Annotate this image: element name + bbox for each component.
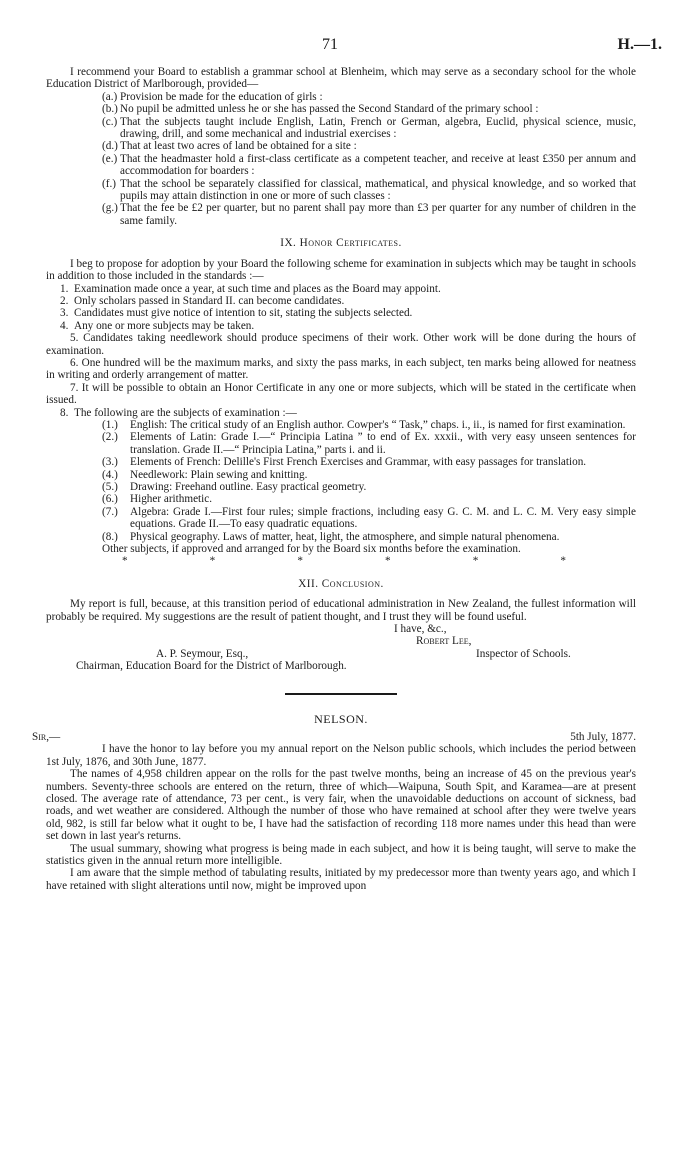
rule-text: Any one or more subjects may be taken. (74, 319, 255, 332)
subject-item (46, 493, 636, 505)
page-body (32, 66, 637, 892)
subject-label: (8.) (102, 530, 118, 543)
rule-text: Examination made once a year, at such time and places as the Board may appoint. (74, 282, 441, 295)
condition-text: That at least two acres of land be obtained for a site : (120, 140, 357, 153)
asterisk: * (297, 555, 303, 568)
subject-text: Elements of French: Delille's First French Exercises and Grammar, with easy passages for translation. (130, 456, 587, 469)
section-ix-intro: I beg to propose for adoption by your Board the following scheme for examination in subjects which may be taught in schools in addition to those included in the standards :— (46, 257, 636, 283)
condition-label: (b.) (102, 103, 118, 116)
page-header (0, 36, 700, 58)
asterisk: * (122, 555, 128, 568)
letter-date: 5th July, 1877. (570, 731, 636, 744)
nelson-heading: NELSON. (314, 711, 368, 726)
subject-item (46, 531, 636, 543)
condition-item (46, 153, 636, 178)
rule-text: Only scholars passed in Standard II. can become candidates. (74, 294, 345, 307)
condition-item (46, 103, 636, 115)
page-number: 71 (322, 36, 338, 53)
condition-text: No pupil be admitted unless he or she has passed the Second Standard of the primary school : (120, 103, 539, 116)
condition-label: (c.) (102, 115, 118, 128)
nelson-paragraph: The names of 4,958 children appear on the rolls for the past twelve months, being an increase of 45 on the previous year's numbers. Seventy-three schools are entered on the return, three of which—Waipuna, South Spit, and Karamea—are at present closed. The average rate of attendance, 73 per cent., is very fair, when the unavoidable deductions on account of sickness, bad roads, and wet weather are considered. Although the number of those who have remained at school after they were twelve years old, 982, is still far below what it ought to be, I have had the satisfaction of recording 118 more names under this head than were set down in last year's returns. (46, 768, 636, 843)
salutation-line (32, 731, 636, 744)
closing-line-3 (46, 648, 636, 660)
subject-text: Drawing: Freehand outline. Easy practical geometry. (130, 481, 367, 493)
subject-label: (7.) (102, 505, 118, 518)
subject-label: (3.) (102, 456, 118, 469)
conclusion-paragraph: My report is full, because, at this transition period of educational administration in New Zealand, the fullest information will probably be required. My suggestions are the result of patient thought, and I trust they will be found useful. (46, 598, 636, 623)
asterisk: * (209, 555, 216, 568)
rule-label: 4. (60, 319, 69, 332)
rule-item (46, 357, 636, 382)
rule-item (46, 283, 636, 295)
condition-item (46, 91, 636, 103)
rule-item (46, 332, 636, 357)
rule-text: Candidates must give notice of intention to sit, stating the subjects selected. (74, 307, 413, 320)
condition-label: (f.) (102, 177, 116, 190)
subject-text: Needlework: Plain sewing and knitting. (130, 468, 308, 481)
subject-text: English: The critical study of an English author. Cowper's “ Task,” chaps. i., ii., is named for first examination. (130, 418, 626, 431)
addressee-title: Chairman, Education Board for the District of Marlborough. (76, 660, 347, 673)
nelson-paragraph: I am aware that the simple method of tabulating results, initiated by my predecessor more than twenty years ago, and which I have retained with slight alterations until now, might be improved upon (46, 867, 636, 892)
closing-line-4 (46, 660, 636, 672)
closing-line-2 (46, 635, 636, 647)
condition-item (46, 202, 636, 227)
document-reference: H.—1. (617, 36, 662, 53)
subject-label: (6.) (102, 493, 118, 506)
subject-label: (5.) (102, 481, 118, 493)
condition-item (46, 116, 636, 141)
rule-text: One hundred will be the maximum marks, and sixty the pass marks, in each subject, ten marks being allowed for neatness in writing and orderly arrangement of matter. (46, 356, 637, 382)
rule-label: 3. (60, 307, 69, 320)
rule-text: Candidates taking needlework should produce specimens of their work. Other work will be done during the hours of examination. (46, 332, 637, 357)
section-ix-title: IX. Honor Certificates. (280, 237, 402, 250)
rule-label: 6. (70, 356, 79, 369)
subject-item (46, 481, 636, 493)
asterisk: * (472, 555, 479, 568)
condition-text: That the headmaster hold a first-class certificate as a competent teacher, and receive at least £350 per annum and accommodation for boarders : (120, 152, 636, 178)
rule-text: The following are the subjects of examination :— (74, 406, 297, 419)
section-break-asterisks (46, 555, 636, 567)
condition-text: That the school be separately classified for classical, mathematical, and physical knowledge, and so worked that pupils may attain distinction in one or more of such classes : (120, 177, 636, 203)
rule-label: 5. (70, 332, 79, 345)
asterisk: * (385, 555, 391, 568)
subject-item (46, 456, 636, 468)
rule-item (46, 407, 636, 419)
condition-item (46, 178, 636, 203)
section-divider (285, 693, 397, 695)
salutation: Sir,— (32, 731, 61, 744)
subject-label: (2.) (102, 431, 118, 444)
signer-title: Inspector of Schools. (476, 647, 571, 660)
subject-label: (4.) (102, 468, 118, 481)
addressee-name: A. P. Seymour, Esq., (156, 647, 249, 660)
rule-text: It will be possible to obtain an Honor Certificate in any one or more subjects, which will be stated in the certificate when issued. (46, 381, 636, 407)
subject-item (46, 469, 636, 481)
nelson-paragraph: The usual summary, showing what progress is being made in each subject, and how it is being taught, will serve to make the statistics given in the annual return more intelligible. (46, 842, 636, 868)
subject-label: (1.) (102, 418, 118, 431)
condition-text: Provision be made for the education of girls : (120, 90, 323, 103)
subject-text: Physical geography. Laws of matter, heat, light, the atmosphere, and simple natural phenomena. (130, 530, 560, 543)
other-subjects-note: Other subjects, if approved and arranged for by the Board six months before the examination. (102, 543, 521, 556)
rule-label: 1. (60, 282, 69, 295)
signer-name: Robert Lee, (416, 635, 472, 648)
closing-formula: I have, &c., (394, 623, 447, 636)
rule-item (46, 307, 636, 319)
rule-item (46, 320, 636, 332)
rule-item (46, 295, 636, 307)
rule-label: 2. (60, 294, 69, 307)
rule-label: 7. (70, 381, 79, 394)
subject-item (46, 431, 636, 456)
condition-text: That the subjects taught include English, Latin, French or German, algebra, Euclid, physical science, music, drawing, drill, and some mechanical and industrial exercises : (120, 115, 636, 141)
subject-text: Elements of Latin: Grade I.—“ Principia Latina ” to end of Ex. xxxii., with very easy unseen sentences for translation. Grade II.—“ Principia Latina,” parts i. and ii. (130, 431, 636, 456)
condition-label: (a.) (102, 90, 118, 103)
subject-item (46, 419, 636, 431)
subject-text: Algebra: Grade I.—First four rules; simple fractions, including easy G. C. M. and L. C. M. Very easy simple equations. Grade II.—To easy quadratic equations. (130, 505, 636, 531)
grammar-school-recommendation: I recommend your Board to establish a grammar school at Blenheim, which may serve as a secondary school for the whole Education District of Marlborough, provided— (46, 66, 636, 91)
condition-label: (e.) (102, 152, 118, 165)
condition-label: (d.) (102, 140, 118, 153)
rule-label: 8. (60, 406, 69, 419)
asterisk: * (560, 555, 566, 568)
rule-item (46, 382, 636, 407)
section-xii-title: XII. Conclusion. (298, 577, 384, 590)
subject-item (46, 506, 636, 531)
condition-label: (g.) (102, 202, 118, 215)
condition-text: That the fee be £2 per quarter, but no parent shall pay more than £3 per quarter for any number of children in the same family. (120, 202, 636, 227)
nelson-paragraph: I have the honor to lay before you my annual report on the Nelson public schools, which includes the period between 1st July, 1876, and 30th June, 1877. (46, 743, 636, 768)
subject-text: Higher arithmetic. (130, 493, 213, 506)
condition-item (46, 140, 636, 152)
closing-line-1 (46, 623, 636, 635)
